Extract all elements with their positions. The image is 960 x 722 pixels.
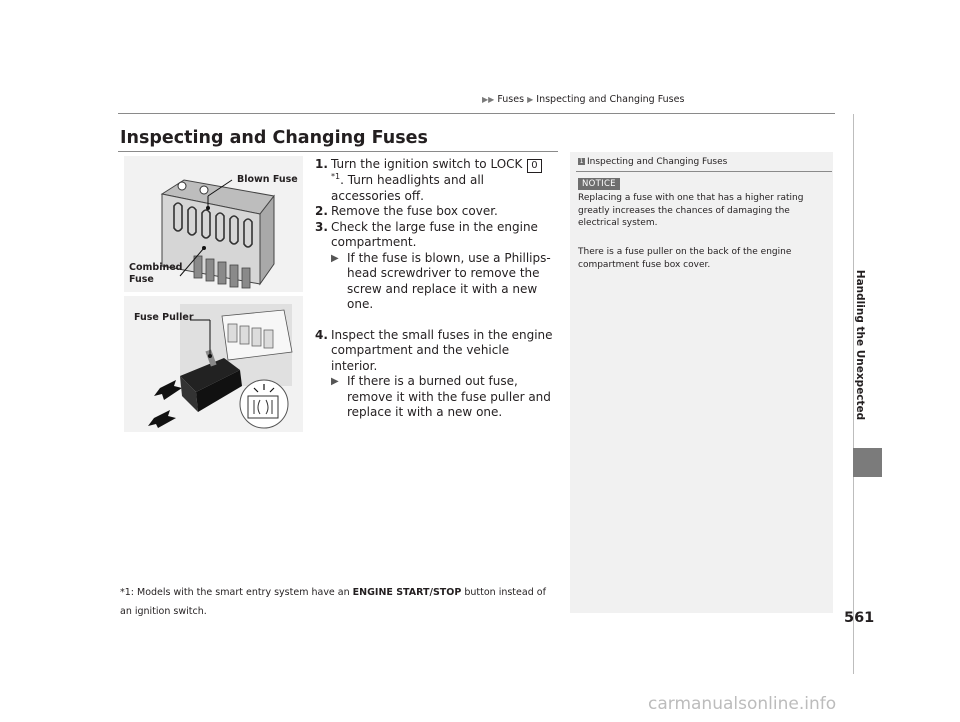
chapter-tab[interactable] bbox=[846, 235, 874, 455]
substep-arrow-icon: ▶ bbox=[331, 376, 339, 387]
step-3-substep bbox=[315, 251, 555, 313]
step-number: 2. bbox=[315, 204, 328, 218]
info-text: There is a fuse puller on the back of the engine compartment fuse box cover. bbox=[578, 247, 792, 270]
title-rule bbox=[118, 151, 558, 152]
combined-fuse-label bbox=[129, 262, 182, 286]
note-heading bbox=[578, 157, 727, 167]
page-number: 561 bbox=[844, 610, 875, 626]
chapter-tab-label: Handling the Unexpected bbox=[854, 269, 866, 421]
page-title: Inspecting and Changing Fuses bbox=[120, 128, 428, 148]
chapter-tab-marker bbox=[853, 448, 882, 477]
footnote-ref[interactable]: *1 bbox=[331, 172, 341, 181]
footnote-button-name: ENGINE START/STOP bbox=[352, 587, 462, 598]
breadcrumb-arrow-icon: ▶▶ bbox=[482, 95, 495, 104]
breadcrumb-page[interactable]: Inspecting and Changing Fuses bbox=[536, 94, 685, 105]
step-1 bbox=[315, 157, 555, 204]
note-heading-text: Inspecting and Changing Fuses bbox=[587, 157, 728, 167]
notice-badge: NOTICE bbox=[578, 178, 620, 190]
note-marker-icon: 1 bbox=[579, 158, 584, 165]
step-number: 4. bbox=[315, 327, 328, 342]
step-text: Turn the ignition switch to LOCK bbox=[331, 157, 527, 171]
breadcrumb bbox=[482, 94, 684, 105]
watermark: carmanualsonline.info bbox=[648, 694, 837, 714]
blown-fuse-label: Blown Fuse bbox=[237, 174, 298, 185]
combined-fuse-label-line1: Combined bbox=[129, 262, 183, 273]
substep-text: If there is a burned out fuse, remove it with the fuse puller and replace it with a new one. bbox=[347, 374, 551, 419]
figure-fuse-puller bbox=[124, 296, 303, 432]
step-3 bbox=[315, 220, 555, 251]
step-4 bbox=[315, 328, 555, 375]
fuse-puller-label: Fuse Puller bbox=[134, 312, 194, 323]
step-text: Check the large fuse in the engine compartment. bbox=[331, 219, 538, 249]
footnote-text-cont: button instead of an ignition switch. bbox=[120, 587, 546, 617]
note-rule bbox=[576, 171, 832, 172]
step-text-cont: . Turn headlights and all accessories off. bbox=[331, 173, 485, 203]
notice-text: Replacing a fuse with one that has a higher rating greatly increases the chances of damaging the electrical system. bbox=[578, 193, 804, 228]
step-text: Inspect the small fuses in the engine compartment and the vehicle interior. bbox=[331, 327, 553, 373]
step-text: Remove the fuse box cover. bbox=[331, 204, 498, 218]
substep-text: If the fuse is blown, use a Phillips-head screwdriver to remove the screw and replace it with a new one. bbox=[347, 250, 551, 311]
breadcrumb-section[interactable]: Fuses bbox=[497, 94, 525, 105]
lock-key-icon: 0 bbox=[527, 159, 541, 173]
combined-fuse-label-line2: Fuse bbox=[129, 274, 154, 285]
footnote bbox=[120, 583, 560, 621]
breadcrumb-arrow-icon: ▶ bbox=[527, 95, 534, 104]
substep-arrow-icon: ▶ bbox=[331, 252, 339, 264]
step-number: 1. bbox=[315, 157, 328, 171]
header-rule bbox=[118, 113, 835, 114]
figure-fuse-box bbox=[124, 156, 303, 292]
procedure-steps bbox=[315, 157, 555, 421]
step-2 bbox=[315, 204, 555, 220]
footnote-text: *1: Models with the smart entry system have an bbox=[120, 587, 353, 598]
step-4-substep bbox=[315, 374, 555, 421]
step-number: 3. bbox=[315, 219, 328, 234]
